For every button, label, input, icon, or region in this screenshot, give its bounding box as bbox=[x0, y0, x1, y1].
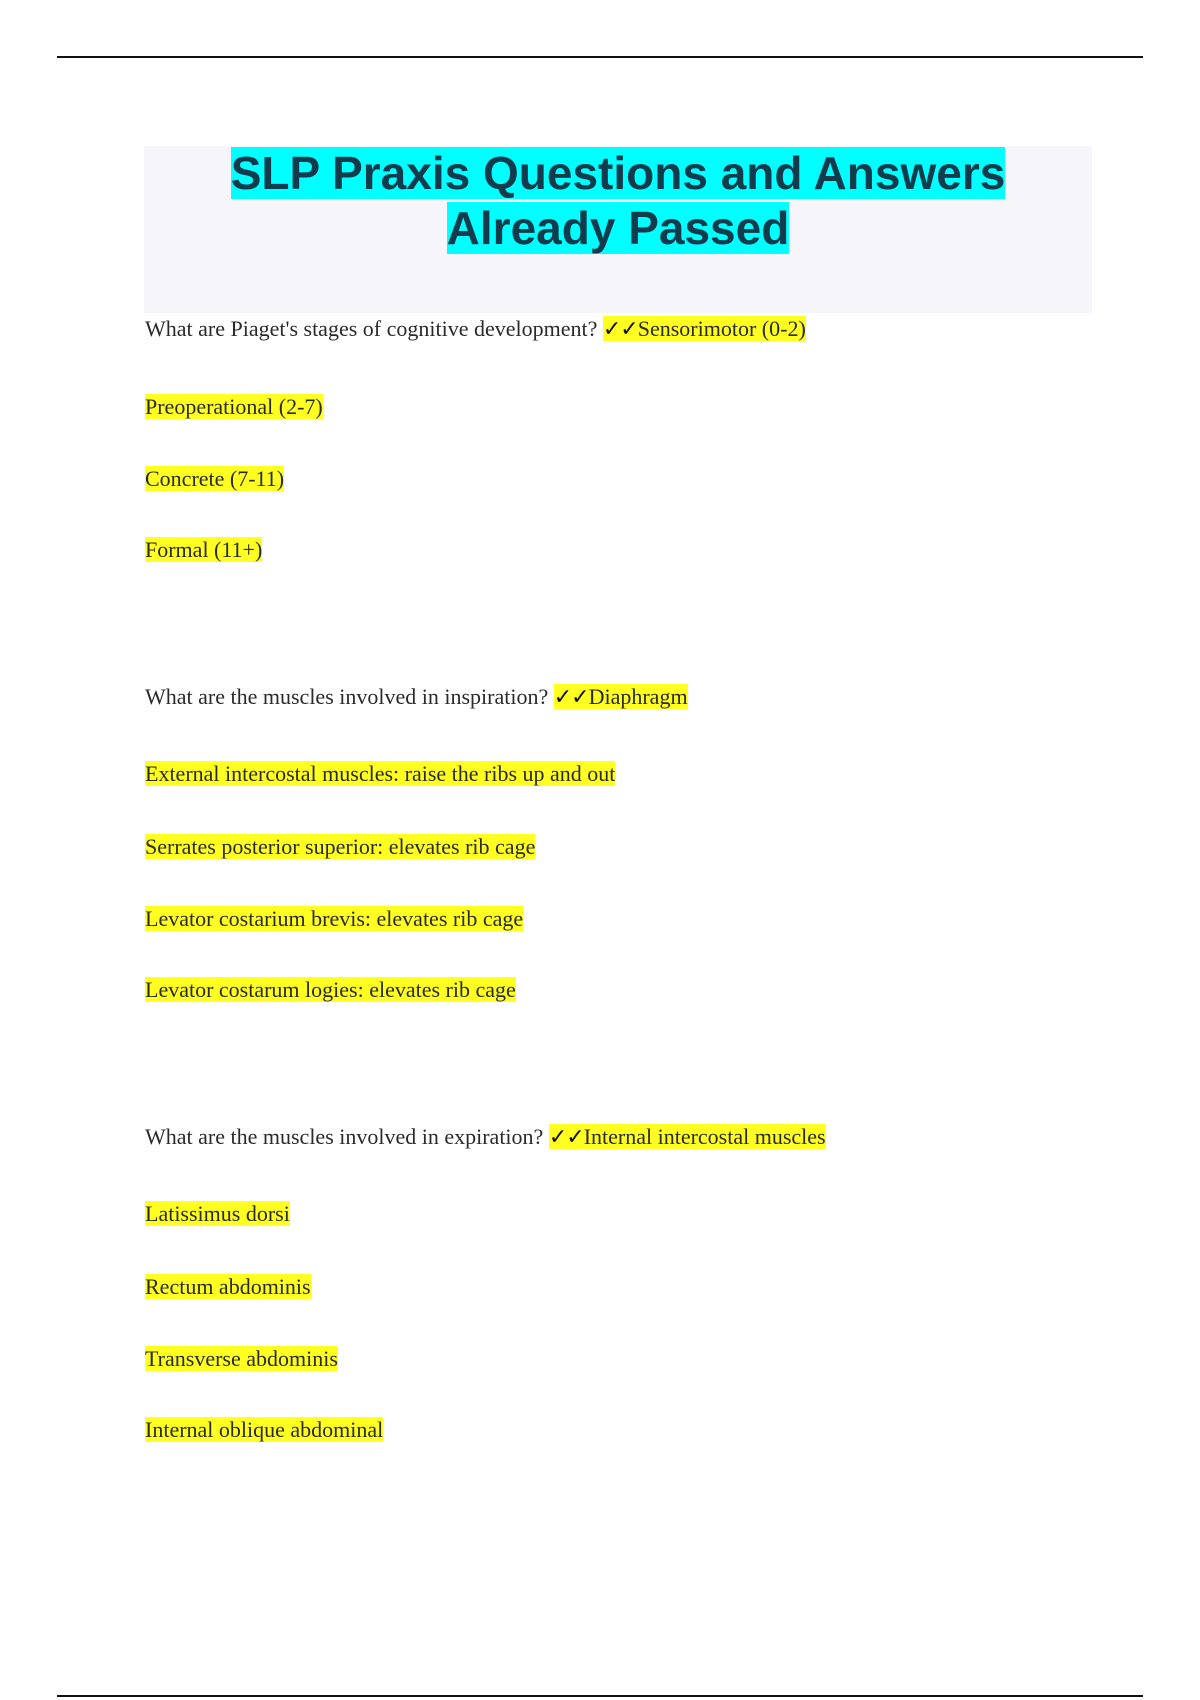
answer-text: Sensorimotor (0-2) bbox=[637, 316, 806, 341]
answer-line bbox=[145, 535, 262, 565]
answer-text: Levator costarium brevis: elevates rib cage bbox=[145, 906, 524, 931]
question-text: What are the muscles involved in inspiration? bbox=[145, 684, 549, 709]
answer-highlight bbox=[554, 684, 688, 709]
answer-text: Preoperational (2-7) bbox=[145, 394, 323, 419]
question-line bbox=[145, 314, 806, 345]
answer-text: Formal (11+) bbox=[145, 537, 263, 562]
answer-highlight bbox=[603, 316, 806, 341]
answer-line bbox=[145, 1199, 290, 1229]
document-title: SLP Praxis Questions and Answers Already Passed bbox=[230, 147, 1006, 254]
answer-text: Latissimus dorsi bbox=[145, 1201, 290, 1226]
answer-text: Internal intercostal muscles bbox=[583, 1124, 826, 1149]
answer-line bbox=[145, 832, 535, 862]
answer-line bbox=[145, 975, 516, 1005]
bottom-rule bbox=[57, 1695, 1143, 1697]
answer-line bbox=[145, 464, 284, 494]
answer-text: Internal oblique abdominal bbox=[145, 1417, 384, 1442]
double-check-icon: ✓✓ bbox=[602, 317, 638, 342]
question-text: What are Piaget's stages of cognitive development? bbox=[145, 316, 598, 341]
answer-line bbox=[145, 904, 523, 934]
answer-line bbox=[145, 759, 615, 789]
double-check-icon: ✓✓ bbox=[548, 1125, 584, 1150]
answer-line bbox=[145, 1272, 311, 1302]
question-line bbox=[145, 1122, 826, 1153]
answer-text: Serrates posterior superior: elevates rib cage bbox=[145, 834, 536, 859]
answer-text: External intercostal muscles: raise the ribs up and out bbox=[145, 761, 616, 786]
answer-text: Rectum abdominis bbox=[145, 1274, 311, 1299]
answer-line bbox=[145, 1415, 383, 1445]
title-block bbox=[144, 146, 1092, 313]
answer-line bbox=[145, 1344, 338, 1374]
answer-text: Diaphragm bbox=[588, 684, 688, 709]
answer-text: Transverse abdominis bbox=[145, 1346, 338, 1371]
question-text: What are the muscles involved in expiration? bbox=[145, 1124, 544, 1149]
answer-text: Concrete (7-11) bbox=[145, 466, 285, 491]
answer-highlight bbox=[549, 1124, 826, 1149]
top-rule bbox=[57, 56, 1143, 58]
answer-text: Levator costarum logies: elevates rib cage bbox=[145, 977, 516, 1002]
double-check-icon: ✓✓ bbox=[553, 685, 589, 710]
question-line bbox=[145, 682, 688, 713]
answer-line bbox=[145, 392, 323, 422]
